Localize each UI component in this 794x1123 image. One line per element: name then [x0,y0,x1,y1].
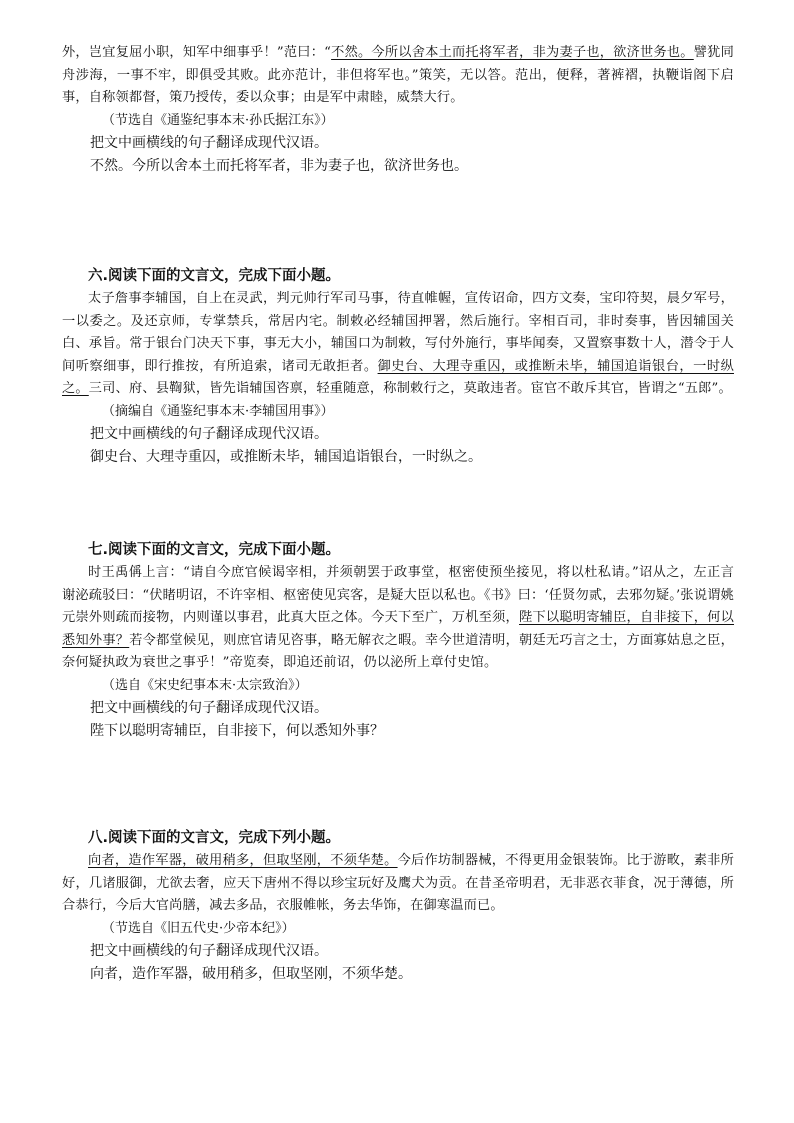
passage-7-text-b: 若令都堂候见，则庶官请见咨事，略无解衣之暇。幸今世道清明，朝廷无巧言之士，方面寡姑息之臣，奈何疑执政为衰世之事乎！”帝览奏，即追还前诏，仍以泌所上章付史馆。 [62,632,735,670]
passage-6 [62,288,734,401]
question-6-instruction: 把文中画横线的句子翻译成现代汉语。 [90,425,328,442]
passage-7-source: （选自《宋史纪事本末·太宗致治》） [102,677,308,693]
passage-5 [62,42,734,110]
section-6-heading: 六.阅读下面的文言文，完成下面小题。 [88,268,341,284]
question-7-instruction: 把文中画横线的句子翻译成现代汉语。 [90,699,328,716]
question-6-answer: 御史台、大理寺重囚，或推断未毕，辅国追诣银台，一时纵之。 [90,448,482,465]
passage-8-source: （节选自《旧五代史·少帝本纪》） [102,920,295,936]
passage-8-underlined: 向者，造作军器，破用稍多，但取坚刚，不须华楚。 [88,853,398,868]
passage-6-source: （摘编自《通鉴纪事本末·李辅国用事》） [102,403,334,419]
section-8 [62,826,734,986]
passage-7-text-a: 时王禹偁上言：“请自今庶官候谒宰相，并须朝罢于政事堂，枢密使预坐接见，将以杜私请。”诏从之，左正言谢泌疏驳曰：“伏睹明诏，不许宰相、枢密使见宾客，是疑大臣以私也。《书》曰：‘任贤勿贰，去邪勿疑。’张说谓姚元崇外则疏而接物，内则谨以事君，此真大臣之体。今天下至广，万机至须， [62,565,734,625]
section-7 [62,538,734,743]
section-6 [62,264,734,469]
section-8-heading: 八.阅读下面的文言文，完成下列小题。 [88,830,341,846]
question-5-answer: 不然。今所以舍本土而托将军者，非为妻子也，欲济世务也。 [90,157,468,174]
question-8-answer: 向者，造作军器，破用稍多，但取坚刚，不须华楚。 [90,965,412,982]
passage-5-text-b: 譬犹同舟涉海，一事不牢，即俱受其败。此亦范计，非但将军也。”策笑，无以答。范出，便释，著裤褶，执鞭诣阁下启事，自称领都督，策乃授传，委以众事；由是军中肃睦，威禁大行。 [62,45,734,105]
passage-6-text-b: 三司、府、县鞫狱，皆先诣辅国咨禀，轻重随意，称制敕行之，莫敢违者。宦官不敢斥其官，皆谓之“五郎”。 [88,381,732,396]
passage-5-underlined: 不然。今所以舍本土而托将军者，非为妻子也，欲济世务也。 [331,45,694,60]
passage-5-source: （节选自《通鉴纪事本末·孙氏据江东》） [102,112,334,128]
section-5 [62,42,734,178]
passage-6-text-a: 太子詹事李辅国，自上在灵武，判元帅行军司马事，待直帷幄，宣传诏命，四方文奏，宝印符契，晨夕军号，一以委之。及还京师，专掌禁兵，常居内宅。制敕必经辅国押署，然后施行。宰相百司，非时奏事，皆因辅国关白、承旨。常于银台门决天下事，事无大小，辅国口为制敕，写付外施行，事毕闻奏，又置察事数十人，潜令于人间听察细事，即行推按，有所追索，诸司无敢拒者。 [62,291,734,374]
passage-6-underlined: 御史台、大理寺重囚，或推断未毕，辅国追诣银台，一时纵之。 [62,358,734,396]
passage-7 [62,562,734,675]
question-8-instruction: 把文中画横线的句子翻译成现代汉语。 [90,942,328,959]
question-5-instruction: 把文中画横线的句子翻译成现代汉语。 [90,134,328,151]
section-7-heading: 七.阅读下面的文言文，完成下面小题。 [88,542,341,558]
passage-7-underlined: 陛下以聪明寄辅臣，自非接下，何以悉知外事？ [62,610,735,648]
passage-8 [62,850,734,918]
passage-5-text-a: 外，岂宜复屈小职，知军中细事乎！”范曰：“ [62,45,332,60]
passage-8-text-b: 今后作坊制器械，不得更用金银装饰。比于游畋，素非所好，几诸服御，尤欲去奢，应天下唐州不得以珍宝玩好及鹰犬为贡。在昔圣帝明君，无非恶衣菲食，况于薄德，所合恭行，今后大官尚膳，减去多品，衣服帷帐，务去华饰，在御寒温而已。 [62,853,734,913]
question-7-answer: 陛下以聪明寄辅臣，自非接下，何以悉知外事？ [90,722,384,739]
